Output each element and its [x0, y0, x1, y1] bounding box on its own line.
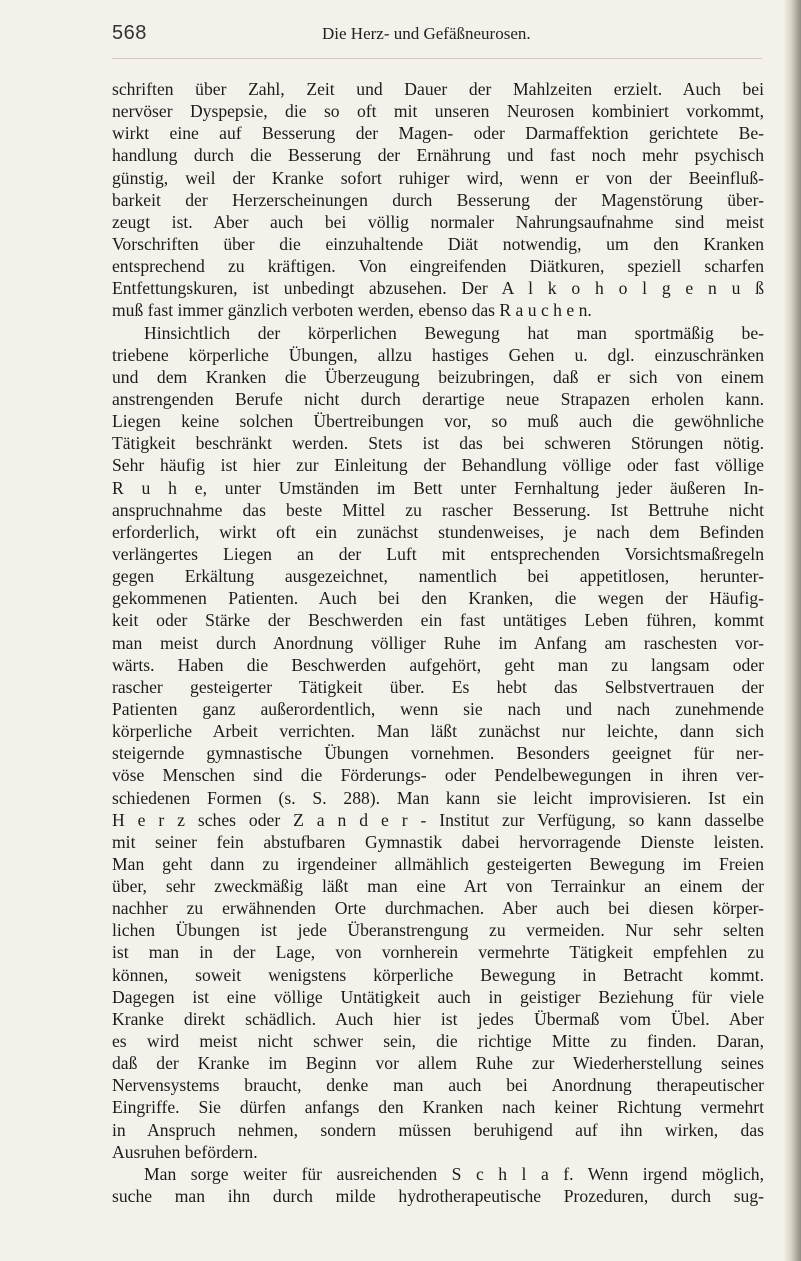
text-line: ist man in der Lage, von vornherein vermehrte Tätigkeit empfehlen zu — [112, 942, 764, 963]
text-line: gegen Erkältung ausgezeichnet, namentlich bei appetitlosen, herunter- — [112, 566, 764, 587]
text-line: wirkt eine auf Besserung der Magen- oder Darmaffektion gerichtete Be- — [112, 123, 764, 144]
text-line: H e r z sches oder Z a n d e r - Institut zur Verfügung, so kann dasselbe — [112, 809, 764, 830]
text-line: körperliche Arbeit verrichten. Man läßt zunächst nur leichte, dann sich — [112, 721, 764, 742]
text-line: mit seiner fein abstufbaren Gymnastik dabei hervorragende Dienste leisten. — [112, 831, 764, 852]
text-line: anstrengenden Berufe nicht durch derartige neue Strapazen erholen kann. — [112, 388, 764, 409]
body-text — [112, 78, 764, 1207]
text-line: triebene körperliche Übungen, allzu hastiges Gehen u. dgl. einzuschränken — [112, 344, 764, 365]
running-head: Die Herz- und Gefäßneurosen. — [322, 24, 531, 43]
text-line: nervöser Dyspepsie, die so oft mit unseren Neurosen kombiniert vorkommt, — [112, 101, 764, 122]
text-line: handlung durch die Besserung der Ernährung und fast noch mehr psychisch — [112, 145, 764, 166]
text-line: lichen Übungen ist jede Überanstrengung zu vermeiden. Nur sehr selten — [112, 920, 764, 941]
text-line: keit oder Stärke der Beschwerden ein fast untätiges Leben führen, kommt — [112, 610, 764, 631]
text-line: es wird meist nicht schwer sein, die richtige Mitte zu finden. Daran, — [112, 1031, 764, 1052]
text-line: Nervensystems braucht, denke man auch bei Anordnung therapeutischer — [112, 1075, 764, 1096]
text-line: wärts. Haben die Beschwerden aufgehört, geht man zu langsam oder — [112, 654, 764, 675]
text-line: nachher zu erwähnenden Orte durchmachen. Aber auch bei diesen körper- — [112, 898, 764, 919]
text-line: können, soweit wenigstens körperliche Bewegung in Betracht kommt. — [112, 964, 764, 985]
text-line: man meist durch Anordnung völliger Ruhe im Anfang am raschesten vor- — [112, 632, 764, 653]
text-line: in Anspruch nehmen, sondern müssen beruhigend auf ihn wirken, das — [112, 1119, 764, 1140]
text-line: gekommenen Patienten. Auch bei den Kranken, die wegen der Häufig- — [112, 588, 764, 609]
text-line: anspruchnahme das beste Mittel zu rascher Besserung. Ist Bettruhe nicht — [112, 499, 764, 520]
text-line: muß fast immer gänzlich verboten werden, ebenso das R a u c h e n. — [112, 300, 592, 321]
text-line: Man geht dann zu irgendeiner allmählich gesteigerten Bewegung im Freien — [112, 853, 764, 874]
text-line: Hinsichtlich der körperlichen Bewegung hat man sportmäßig be- — [144, 322, 764, 343]
page-header — [112, 22, 762, 48]
text-line: Tätigkeit beschränkt werden. Stets ist das bei schweren Störungen nötig. — [112, 433, 764, 454]
text-line: verlängertes Liegen an der Luft mit entsprechenden Vorsichtsmaßregeln — [112, 543, 764, 564]
text-line: über, sehr zweckmäßig läßt man eine Art von Terrainkur an einem der — [112, 876, 764, 897]
text-line: barkeit der Herzerscheinungen durch Besserung der Magenstörung über- — [112, 189, 764, 210]
text-line: Vorschriften über die einzuhaltende Diät notwendig, um den Kranken — [112, 233, 764, 254]
text-line: und dem Kranken die Überzeugung beizubringen, daß er sich von einem — [112, 366, 764, 387]
text-line: erforderlich, wirkt oft ein zunächst stundenweises, je nach dem Befinden — [112, 521, 764, 542]
page-edge-shadow — [783, 0, 801, 1261]
text-line: suche man ihn durch milde hydrotherapeutische Prozeduren, durch sug- — [112, 1186, 764, 1207]
text-line: Man sorge weiter für ausreichenden S c h l a f. Wenn irgend möglich, — [144, 1163, 764, 1184]
text-line: schiedenen Formen (s. S. 288). Man kann sie leicht improvisieren. Ist ein — [112, 787, 764, 808]
text-line: rascher gesteigerter Tätigkeit über. Es hebt das Selbstvertrauen der — [112, 676, 764, 697]
text-line: günstig, weil der Kranke sofort ruhiger wird, wenn er von der Beeinfluß- — [112, 167, 764, 188]
text-line: entsprechend zu kräftigen. Von eingreifenden Diätkuren, speziell scharfen — [112, 256, 764, 277]
header-rule — [112, 58, 762, 59]
text-line: Entfettungskuren, ist unbedingt abzusehen. Der A l k o h o l g e n u ß — [112, 278, 764, 299]
text-line: Dagegen ist eine völlige Untätigkeit auch in geistiger Beziehung für viele — [112, 986, 764, 1007]
text-line: daß der Kranke im Beginn vor allem Ruhe zur Wiederherstellung seines — [112, 1053, 764, 1074]
page-number: 568 — [112, 22, 147, 44]
text-line: Liegen keine solchen Übertreibungen vor, so muß auch die gewöhnliche — [112, 411, 764, 432]
text-line: steigernde gymnastische Übungen vornehmen. Besonders geeignet für ner- — [112, 743, 764, 764]
text-line: zeugt ist. Aber auch bei völlig normaler Nahrungsaufnahme sind meist — [112, 211, 764, 232]
text-line: vöse Menschen sind die Förderungs- oder Pendelbewegungen in ihren ver- — [112, 765, 764, 786]
text-line: Eingriffe. Sie dürfen anfangs den Kranken nach keiner Richtung vermehrt — [112, 1097, 764, 1118]
text-line: schriften über Zahl, Zeit und Dauer der Mahlzeiten erzielt. Auch bei — [112, 79, 764, 99]
text-line: Sehr häufig ist hier zur Einleitung der Behandlung völlige oder fast völlige — [112, 455, 764, 476]
text-line: Patienten ganz außerordentlich, wenn sie nach und nach zunehmende — [112, 698, 764, 719]
text-line: Ausruhen befördern. — [112, 1141, 258, 1162]
text-line: R u h e, unter Umständen im Bett unter Fernhaltung jeder äußeren In- — [112, 477, 764, 498]
text-line: Kranke direkt schädlich. Auch hier ist jedes Übermaß vom Übel. Aber — [112, 1008, 764, 1029]
